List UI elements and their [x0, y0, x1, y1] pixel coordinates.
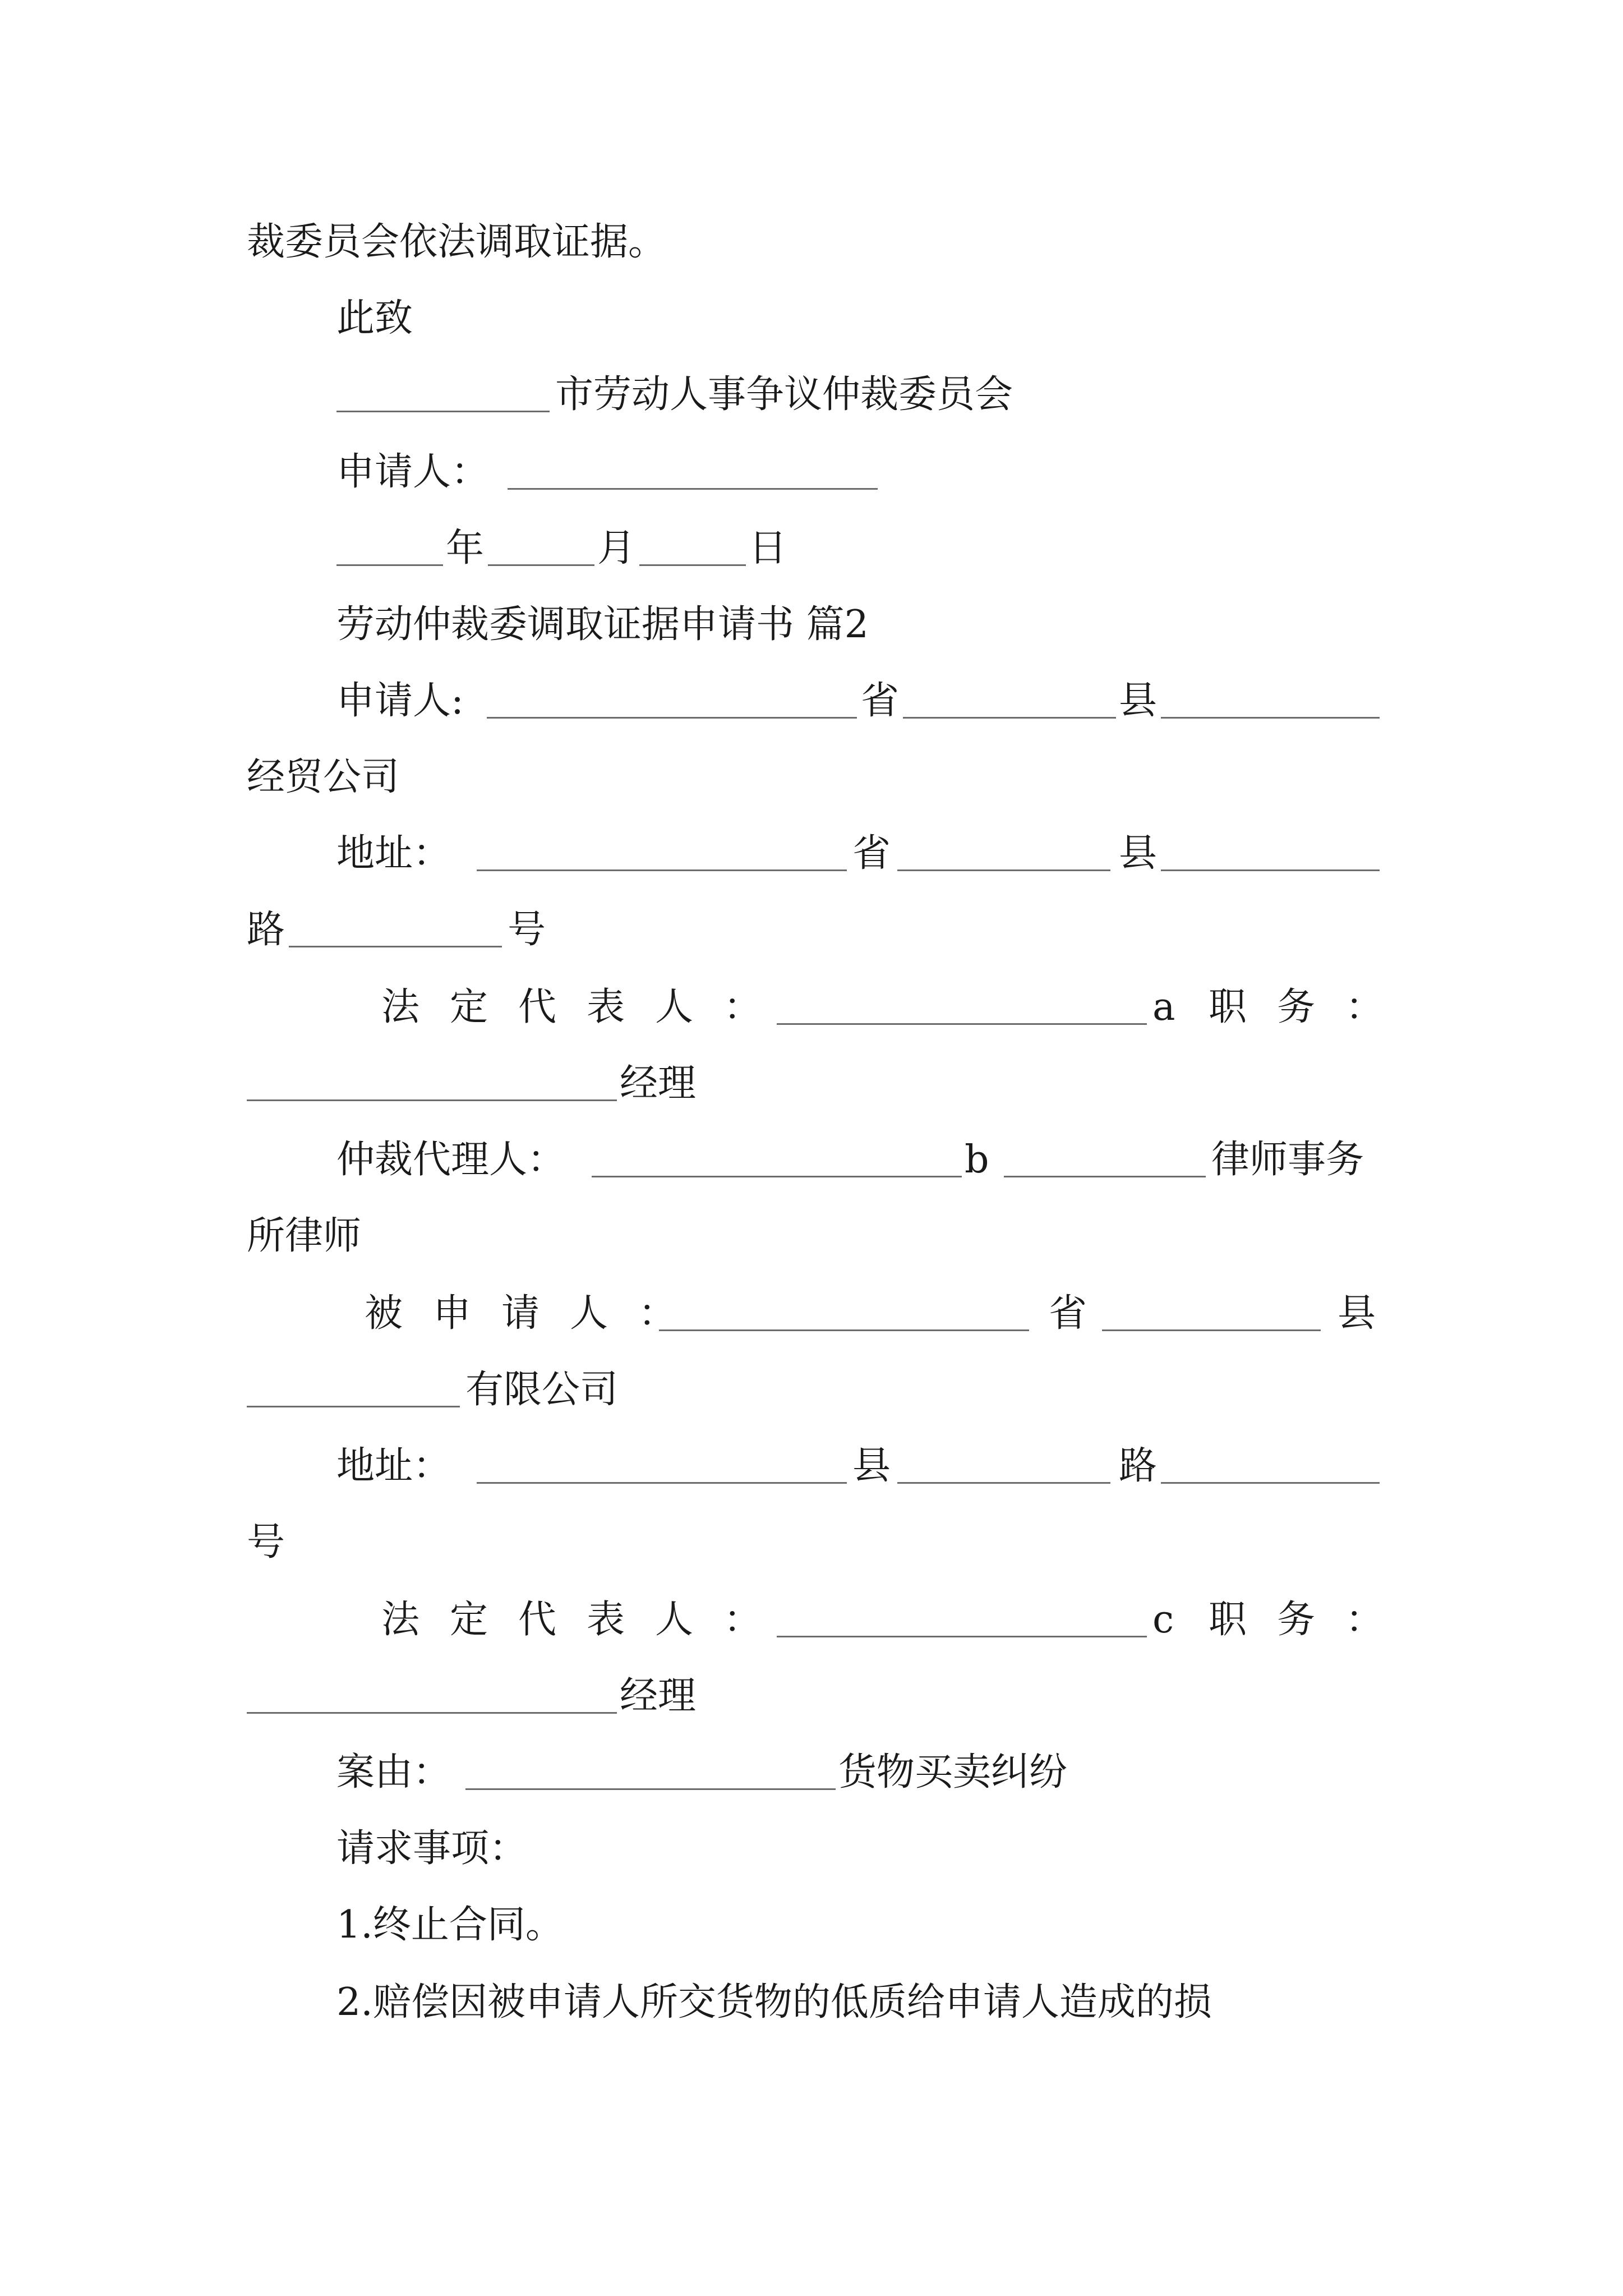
text-line-22	[0, 1815, 1623, 1883]
salutation: 此致	[336, 296, 413, 341]
legal-rep-blank[interactable]	[777, 1636, 1147, 1637]
claim-item-2: 2.赔偿因被申请人所交货物的低质给申请人造成的损	[336, 1980, 1212, 2024]
address-label: 地址：	[336, 831, 451, 876]
text-line-6	[0, 591, 1623, 659]
road-label: 路	[1119, 1444, 1158, 1488]
text-line-20	[0, 1663, 1623, 1730]
county-label: 县	[1119, 679, 1158, 723]
text-line-1	[0, 209, 1623, 276]
text-line-12	[0, 1050, 1623, 1117]
applicant-blank[interactable]	[508, 488, 878, 490]
county-blank[interactable]	[1161, 869, 1380, 871]
paragraph-continuation: 裁委员会依法调取证据。	[247, 220, 667, 264]
day-label: 日	[749, 526, 787, 570]
position-blank[interactable]	[247, 1712, 617, 1714]
claims-heading: 请求事项：	[336, 1826, 528, 1871]
address-blank[interactable]	[477, 1482, 847, 1484]
applicant-label: 申请人：	[336, 450, 490, 494]
text-line-7	[0, 668, 1623, 735]
province-label: 省	[852, 831, 891, 876]
province-label: 省	[1049, 1291, 1087, 1336]
applicant-name-blank[interactable]	[487, 717, 857, 719]
road-blank[interactable]	[289, 946, 502, 947]
text-line-21	[0, 1739, 1623, 1806]
text-line-4	[0, 439, 1623, 506]
text-line-13	[0, 1126, 1623, 1194]
year-label: 年	[446, 526, 485, 570]
text-line-19	[0, 1586, 1623, 1654]
road-label: 路	[247, 908, 285, 952]
text-line-3	[0, 361, 1623, 429]
legal-rep-label: 法定代表人：	[381, 985, 792, 1029]
case-cause-value: 货物买卖纠纷	[838, 1750, 1068, 1795]
claim-item-1: 1.终止合同。	[336, 1903, 564, 1947]
agent-label: 仲裁代理人：	[336, 1138, 566, 1182]
text-line-9	[0, 820, 1623, 887]
company-blank[interactable]	[247, 1406, 460, 1407]
city-blank[interactable]	[336, 411, 550, 412]
province-blank[interactable]	[897, 869, 1110, 871]
company-type: 经贸公司	[247, 755, 400, 799]
county-label: 县	[852, 1444, 891, 1488]
agent-blank[interactable]	[592, 1176, 962, 1177]
lawyer-label: 所律师	[247, 1214, 362, 1258]
county-blank[interactable]	[1161, 717, 1380, 719]
respondent-label: 被申请人：	[365, 1291, 707, 1336]
recipient-committee: 市劳动人事争议仲裁委员会	[555, 372, 1013, 417]
position-blank[interactable]	[247, 1099, 617, 1101]
province-blank[interactable]	[903, 717, 1116, 719]
legal-rep-name: c	[1152, 1598, 1174, 1642]
text-line-14	[0, 1203, 1623, 1270]
road-blank[interactable]	[1161, 1482, 1380, 1484]
number-label: 号	[508, 908, 546, 952]
year-blank[interactable]	[336, 564, 443, 566]
position-title: 经理	[620, 1674, 697, 1718]
county-label: 县	[1119, 831, 1158, 876]
legal-rep-label: 法定代表人：	[381, 1598, 792, 1642]
legal-rep-blank[interactable]	[777, 1023, 1147, 1025]
address-blank[interactable]	[477, 869, 847, 871]
text-line-23	[0, 1892, 1623, 1959]
address-label: 地址：	[336, 1444, 451, 1488]
number-label: 号	[247, 1520, 285, 1565]
province-label: 省	[861, 679, 900, 723]
legal-rep-name: a	[1152, 985, 1175, 1029]
company-type: 有限公司	[465, 1368, 619, 1412]
position-label: 职务：	[1209, 1598, 1414, 1642]
text-line-11	[0, 974, 1623, 1041]
text-line-17	[0, 1433, 1623, 1500]
text-line-24	[0, 1969, 1623, 2036]
law-firm-label: 律师事务	[1211, 1138, 1364, 1182]
day-blank[interactable]	[639, 564, 746, 566]
case-cause-label: 案由：	[336, 1750, 451, 1795]
month-label: 月	[597, 526, 636, 570]
position-label: 职务：	[1209, 985, 1414, 1029]
text-line-5	[0, 515, 1623, 582]
province-blank[interactable]	[1102, 1329, 1321, 1331]
text-line-8	[0, 744, 1623, 811]
applicant-label: 申请人:	[336, 679, 464, 723]
text-line-16	[0, 1356, 1623, 1424]
text-line-10	[0, 896, 1623, 964]
text-line-18	[0, 1509, 1623, 1576]
case-cause-blank[interactable]	[465, 1788, 836, 1790]
county-blank[interactable]	[897, 1482, 1110, 1484]
section-heading: 劳动仲裁委调取证据申请书 篇2	[336, 602, 869, 647]
county-label: 县	[1338, 1291, 1376, 1336]
text-line-2	[0, 285, 1623, 352]
month-blank[interactable]	[488, 564, 594, 566]
law-firm-blank[interactable]	[1004, 1176, 1206, 1177]
text-line-15	[0, 1280, 1623, 1347]
agent-name: b	[965, 1138, 989, 1182]
respondent-blank[interactable]	[659, 1329, 1029, 1331]
position-title: 经理	[620, 1061, 697, 1106]
